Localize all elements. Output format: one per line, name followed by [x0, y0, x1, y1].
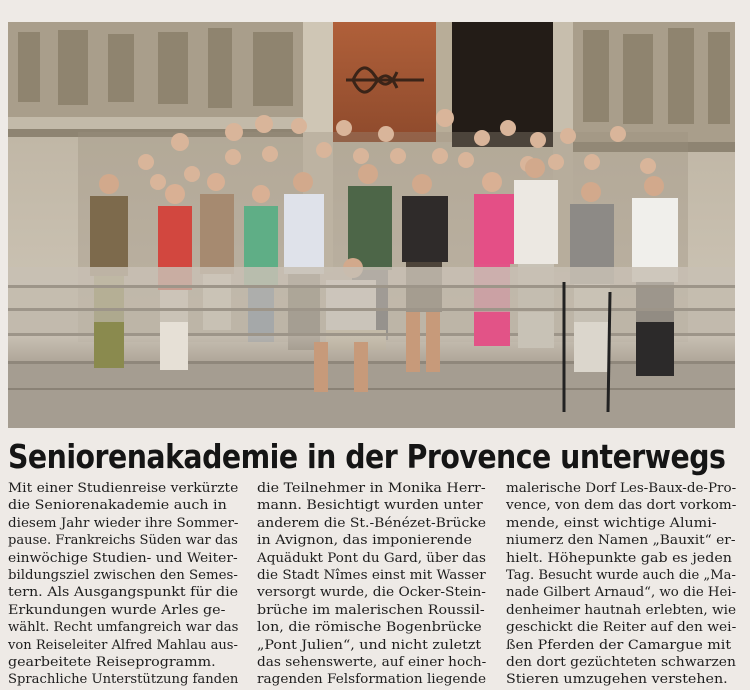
text-line: von Reiseleiter Alfred Mahlau aus- — [8, 637, 238, 653]
text-line: lon, die römische Bogenbrücke — [257, 620, 482, 636]
text-line: bildungsziel zwischen den Semes- — [8, 568, 238, 584]
text-line: brüche im malerischen Roussil- — [257, 602, 485, 618]
text-line: den dort gezüchteten schwarzen — [506, 655, 736, 671]
article-column-1 — [8, 480, 238, 689]
text-line: mende, einst wichtige Alumi- — [506, 515, 717, 531]
text-line: Mit einer Studienreise verkürzte — [8, 481, 239, 496]
article-column-2 — [257, 480, 486, 689]
text-line: nade Gilbert Arnaud“, wo die Hei- — [506, 585, 737, 601]
text-line: die Stadt Nîmes einst mit Wasser — [257, 568, 486, 584]
text-line: „Pont Julien“, und nicht zuletzt — [257, 637, 482, 653]
text-line: pause. Frankreichs Süden war das — [8, 533, 238, 549]
text-line: ragenden Felsformation liegende — [257, 672, 487, 688]
text-line: gearbeitete Reiseprogramm. — [8, 655, 216, 671]
text-line: Tag. Besucht wurde auch die „Ma- — [506, 568, 736, 584]
text-line: anderem die St.-Bénézet-Brücke — [257, 515, 486, 531]
text-line: tern. Als Ausgangspunkt für die — [8, 585, 239, 601]
text-line: in Avignon, das imponierende — [257, 533, 472, 549]
text-line: Stieren umzugehen verstehen. — [506, 672, 728, 688]
group-photo-drawing — [8, 22, 735, 428]
text-line: geschickt die Reiter auf den wei- — [506, 620, 737, 636]
text-line: hielt. Höhepunkte gab es jeden — [506, 550, 732, 566]
text-line: einwöchige Studien- und Weiter- — [8, 550, 238, 566]
text-line: malerische Dorf Les-Baux-de-Pro- — [506, 481, 737, 496]
text-line: versorgt wurde, die Ocker-Stein- — [257, 585, 486, 601]
text-line: diesem Jahr wieder ihre Sommer- — [8, 515, 239, 531]
text-line: denheimer hautnah erlebten, wie — [506, 602, 737, 618]
text-line: wählt. Recht umfangreich war das — [8, 620, 239, 636]
text-line: die Seniorenakademie auch in — [8, 498, 227, 514]
text-line: Aquädukt Pont du Gard, über das — [257, 550, 486, 566]
article-column-3 — [506, 480, 736, 689]
text-line: Erkundungen wurde Arles ge- — [8, 602, 226, 618]
group-photo — [8, 22, 735, 428]
text-line: ßen Pferden der Camargue mit — [506, 637, 732, 653]
text-line: das sehenswerte, auf einer hoch- — [257, 655, 487, 671]
text-line: vence, von dem das dort vorkom- — [506, 498, 737, 514]
article-headline: Seniorenakademie in der Provence unterwegs — [8, 437, 726, 476]
text-line: Sprachliche Unterstützung fanden — [8, 672, 239, 688]
text-line: die Teilnehmer in Monika Herr- — [257, 481, 486, 496]
text-line: niumerz den Namen „Bauxit“ er- — [506, 533, 736, 549]
text-line: mann. Besichtigt wurden unter — [257, 498, 483, 514]
